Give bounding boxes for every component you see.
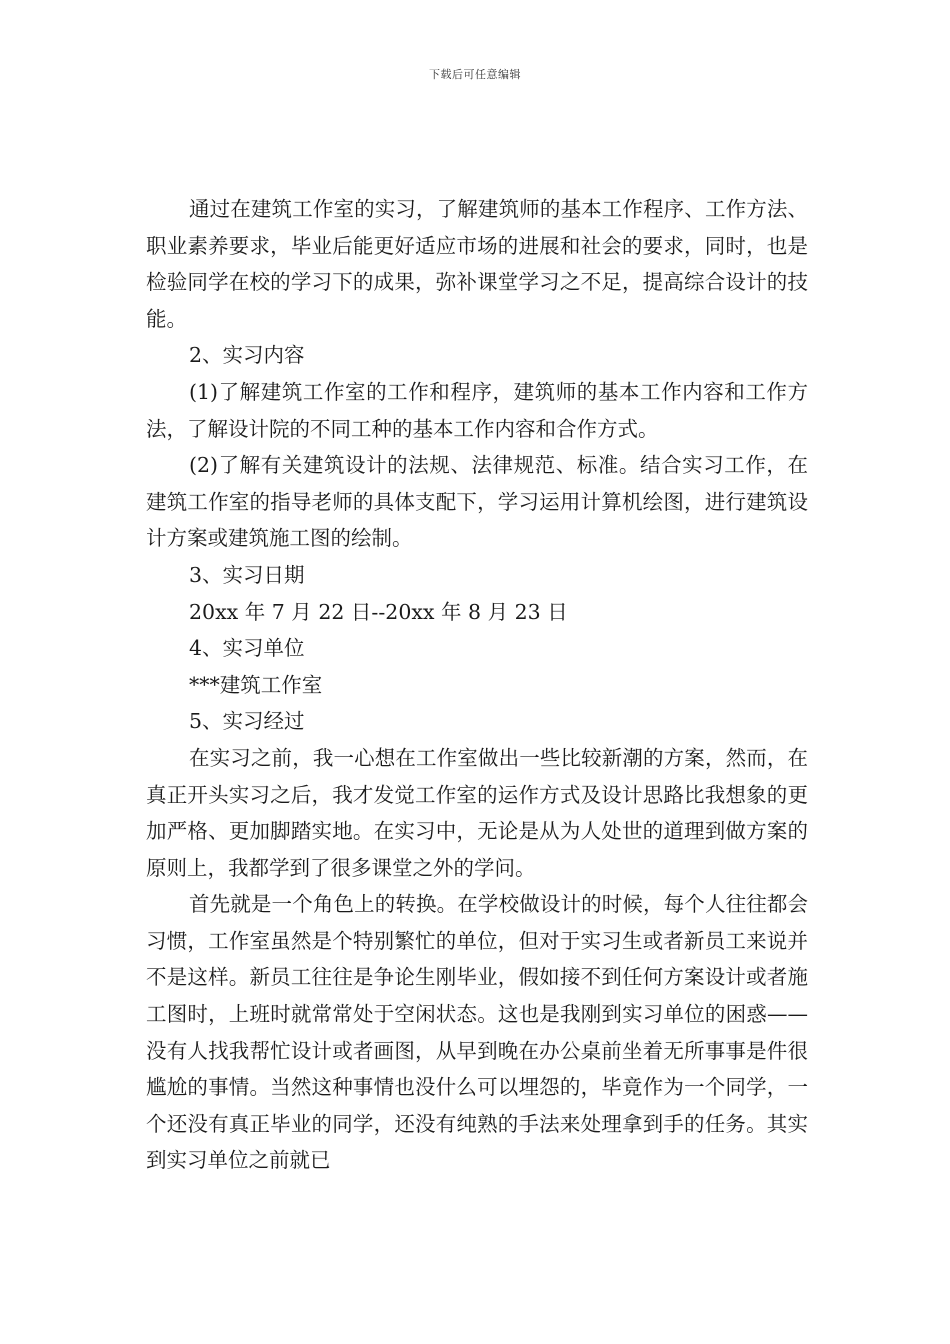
section-heading-date: 3、实习日期 <box>189 562 305 587</box>
paragraph-content-2: (2)了解有关建筑设计的法规、法律规范、标准。结合实习工作，在建筑工作室的指导老师的具体支配下，学习运用计算机绘图，进行建筑设计方案或建筑施工图的绘制。 <box>146 453 808 551</box>
document-body <box>146 191 808 1179</box>
paragraph-unit: ***建筑工作室 <box>189 672 323 697</box>
paragraph-date: 20xx 年 7 月 22 日--20xx 年 8 月 23 日 <box>189 599 568 624</box>
section-heading-process: 5、实习经过 <box>189 709 305 734</box>
paragraph-process-1: 在实习之前，我一心想在工作室做出一些比较新潮的方案，然而，在真正开头实习之后，我才发觉工作室的运作方式及设计思路比我想象的更加严格、更加脚踏实地。在实习中，无论是从为人处世的道理到做方案的原则上，我都学到了很多课堂之外的学问。 <box>146 745 808 880</box>
paragraph-process-2: 首先就是一个角色上的转换。在学校做设计的时候，每个人往往都会习惯，工作室虽然是个特别繁忙的单位，但对于实习生或者新员工来说并不是这样。新员工往往是争论生刚毕业，假如接不到任何方案设计或者施工图时，上班时就常常处于空闲状态。这也是我刚到实习单位的困惑——没有人找我帮忙设计或者画图，从早到晚在办公桌前坐着无所事事是件很尴尬的事情。当然这种事情也没什么可以埋怨的，毕竟作为一个同学，一个还没有真正毕业的同学，还没有纯熟的手法来处理拿到手的任务。其实到实习单位之前就已 <box>146 892 808 1173</box>
page-header: 下载后可任意编辑 <box>429 68 521 81</box>
paragraph-content-1: (1)了解建筑工作室的工作和程序，建筑师的基本工作内容和工作方法，了解设计院的不同工种的基本工作内容和合作方式。 <box>146 379 808 441</box>
section-heading-content: 2、实习内容 <box>189 343 305 368</box>
paragraph-intro: 通过在建筑工作室的实习，了解建筑师的基本工作程序、工作方法、职业素养要求，毕业后能更好适应市场的进展和社会的要求，同时，也是检验同学在校的学习下的成果，弥补课堂学习之不足，提高综合设计的技能。 <box>146 197 808 331</box>
section-heading-unit: 4、实习单位 <box>189 636 305 661</box>
